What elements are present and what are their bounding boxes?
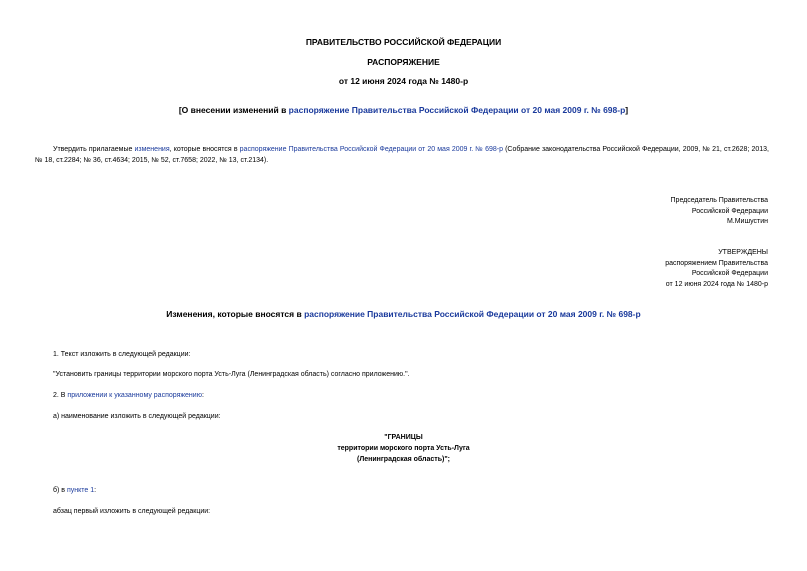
document-date-number: от 12 июня 2024 года № 1480-р	[338, 76, 469, 86]
approved-block	[665, 248, 768, 290]
intro-text-3: (Собрание законодательства Российской Федерации, 2009, № 21, ст.2628; 2013, № 18, ст.2284; № 36, ст.4634; 2015, № 52, ст.7658; 2022, № 13, ст.2134).	[35, 146, 769, 164]
paragraph-first: абзац первый изложить в следующей редакции:	[53, 508, 211, 515]
item-b-suffix: :	[94, 487, 97, 494]
approved-line-4: от 12 июня 2024 года № 1480-р	[665, 280, 768, 288]
item-b-clause-link[interactable]: пункте 1	[66, 487, 95, 494]
title-decree-link[interactable]: распоряжение Правительства Российской Федерации от 20 мая 2009 г. № 698-р	[288, 105, 626, 115]
intro-text-1: Утвердить прилагаемые	[53, 146, 135, 153]
item-2	[53, 392, 204, 399]
item-b	[53, 487, 96, 494]
approved-line-3: Российской Федерации	[691, 270, 768, 277]
item-1: 1. Текст изложить в следующей редакции:	[53, 351, 191, 358]
item-b-prefix: б) в	[53, 487, 67, 494]
item-a: а) наименование изложить в следующей редакции:	[53, 413, 221, 420]
approved-line-2: распоряжением Правительства	[665, 259, 768, 267]
document-title	[0, 105, 807, 115]
intro-decree-link[interactable]: распоряжение Правительства Российской Федерации от 20 мая 2009 г. № 698-р	[239, 146, 503, 153]
item-1-quote: "Установить границы территории морского порта Усть-Луга (Ленинградская область) согласно приложению.".	[53, 371, 410, 378]
intro-text-2: , которые вносятся в	[169, 146, 240, 153]
item-2-appendix-link[interactable]: приложении к указанному распоряжению	[67, 392, 202, 399]
item-2-suffix: :	[201, 392, 204, 399]
boundaries-heading	[0, 432, 807, 465]
boundaries-heading-line-3: (Ленинградская область)";	[356, 456, 451, 463]
title-close: ]	[625, 105, 629, 115]
signature-block	[671, 196, 768, 228]
changes-title-prefix: Изменения, которые вносятся в	[166, 309, 305, 319]
signature-line-1: Председатель Правительства	[670, 197, 768, 204]
boundaries-heading-line-2: территории морского порта Усть-Луга	[337, 445, 470, 452]
item-2-prefix: 2. В	[53, 392, 68, 399]
signature-line-2: Российской Федерации	[691, 207, 768, 215]
changes-title-decree-link[interactable]: распоряжение Правительства Российской Федерации от 20 мая 2009 г. № 698-р	[304, 309, 641, 319]
title-open: [О внесении изменений в	[178, 105, 289, 115]
signature-line-3: М.Мишустин	[726, 218, 768, 225]
government-heading: ПРАВИТЕЛЬСТВО РОССИЙСКОЙ ФЕДЕРАЦИИ	[305, 37, 502, 47]
intro-changes-link[interactable]: изменения	[134, 146, 170, 153]
boundaries-heading-line-1: "ГРАНИЦЫ	[384, 434, 423, 441]
approved-line-1: УТВЕРЖДЕНЫ	[718, 249, 768, 256]
intro-paragraph	[35, 145, 769, 166]
changes-title	[0, 309, 807, 319]
document-type: РАСПОРЯЖЕНИЕ	[367, 57, 440, 67]
